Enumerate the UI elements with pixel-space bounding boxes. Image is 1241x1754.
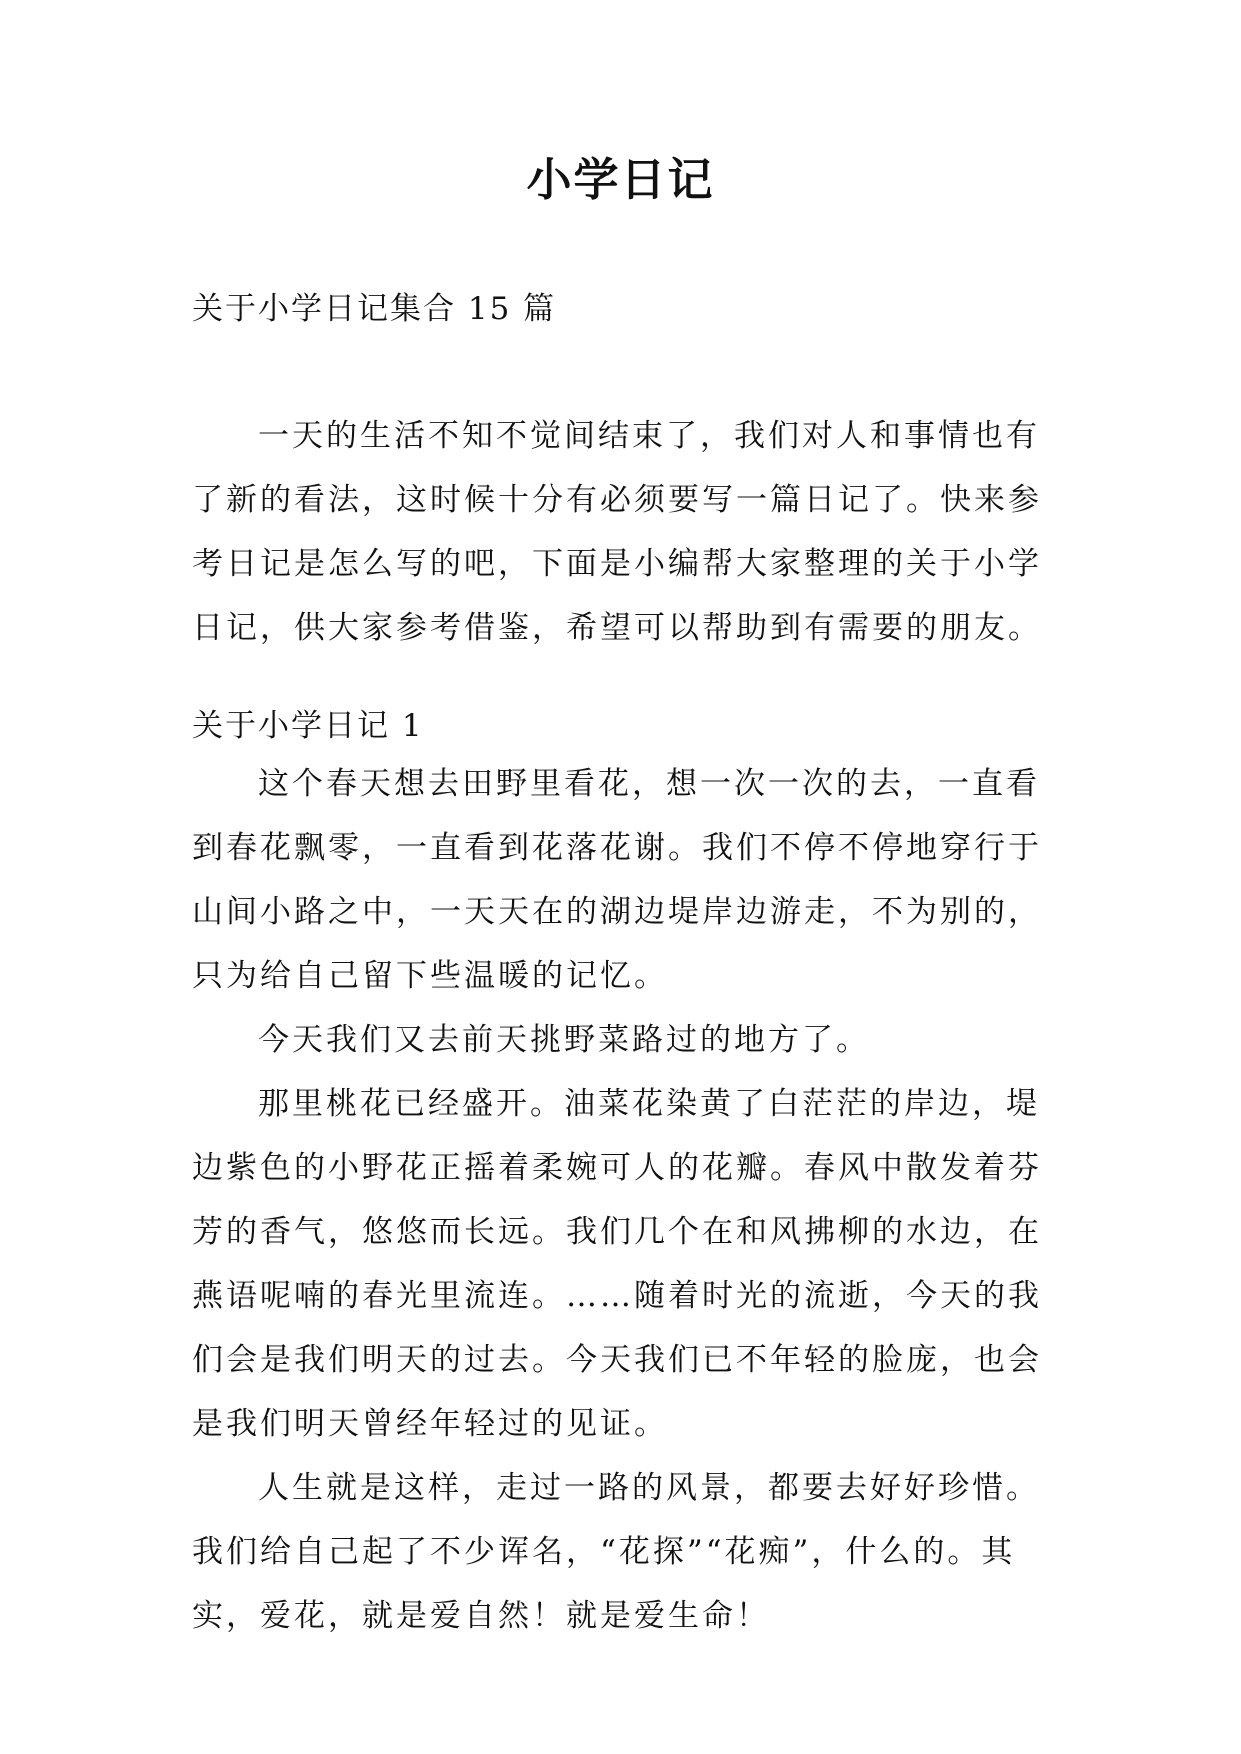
body-paragraph: 今天我们又去前天挑野菜路过的地方了。	[258, 1022, 870, 1058]
body-paragraph: 这个春天想去田野里看花，想一次一次的去，一直看到春花飘零，一直看到花落花谢。我们不停不停地穿行于山间小路之中，一天天在的湖边堤岸边游走，不为别的，只为给自己留下些温暖的记忆。	[192, 766, 1042, 994]
document-title: 小学日记	[526, 153, 715, 206]
body-paragraph: 人生就是这样，走过一路的风景，都要去好好珍惜。我们给自己起了不少诨名，“花探”“花痴”，什么的。其实，爱花，就是爱自然！就是爱生命！	[192, 1470, 1040, 1634]
document-subtitle: 关于小学日记集合 15 篇	[192, 291, 557, 327]
section-heading: 关于小学日记 1	[192, 708, 424, 744]
body-paragraph: 那里桃花已经盛开。油菜花染黄了白茫茫的岸边，堤边紫色的小野花正摇着柔婉可人的花瓣。春风中散发着芬芳的香气，悠悠而长远。我们几个在和风拂柳的水边，在燕语呢喃的春光里流连。……随着时光的流逝，今天的我们会是我们明天的过去。今天我们已不年轻的脸庞，也会是我们明天曾经年轻过的见证。	[192, 1086, 1042, 1442]
section-body	[192, 752, 1062, 1648]
intro-paragraph: 一天的生活不知不觉间结束了，我们对人和事情也有了新的看法，这时候十分有必须要写一篇日记了。快来参考日记是怎么写的吧，下面是小编帮大家整理的关于小学日记，供大家参考借鉴，希望可以帮助到有需要的朋友。	[192, 418, 1042, 646]
